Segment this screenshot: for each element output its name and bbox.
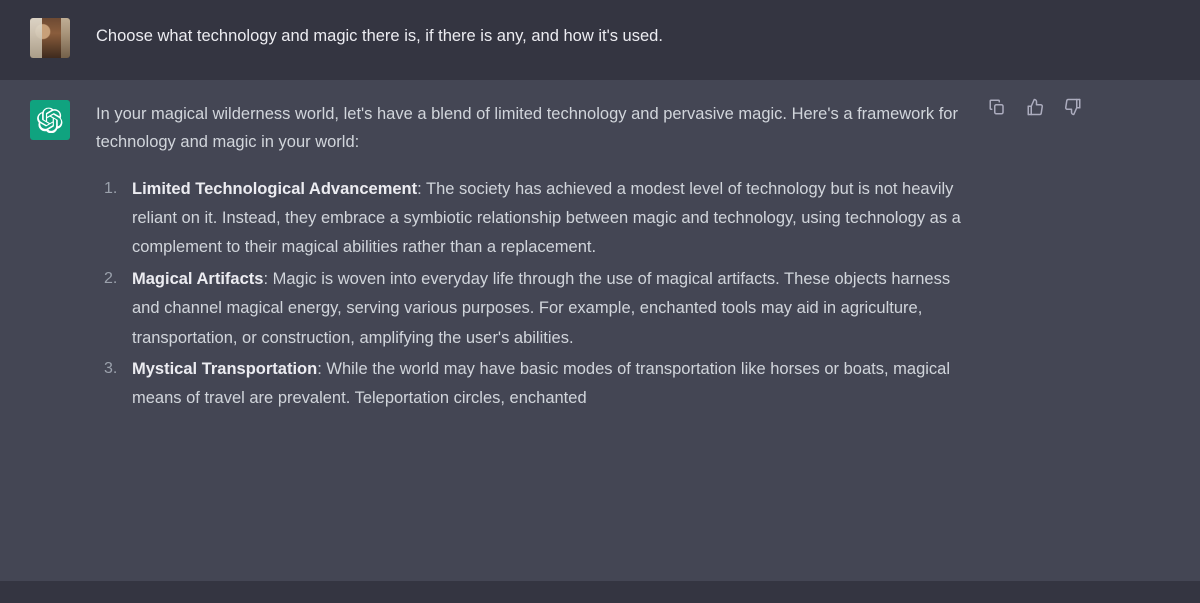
- list-item-body: : Magic is woven into everyday life through the use of magical artifacts. These objects harness and channel magical energy, serving various purposes. For example, enchanted tools may aid in agriculture, transportation, or construction, amplifying the user's abilities.: [132, 269, 951, 347]
- assistant-message-row: [0, 100, 1200, 416]
- user-message-text: Choose what technology and magic there is, if there is any, and how it's used.: [96, 27, 663, 45]
- user-avatar: [30, 18, 70, 58]
- assistant-ordered-list: [96, 175, 976, 414]
- list-item-body: : While the world may have basic modes of transportation like horses or boats, magical means of travel are prevalent. Teleportation circles, enchanted: [132, 359, 951, 408]
- list-item: [132, 265, 976, 353]
- assistant-message-turn: [0, 80, 1200, 581]
- chatgpt-avatar: [30, 100, 70, 140]
- list-item-body: : The society has achieved a modest level of technology but is not heavily reliant on it. Instead, they embrace a symbiotic relationship between magic and technology, using technology as a complement to their magical abilities rather than a replacement.: [132, 179, 961, 257]
- assistant-paragraph: In your magical wilderness world, let's have a blend of limited technology and pervasive magic. Here's a framework for technology and magic in your world:: [96, 105, 958, 152]
- list-item-title: Limited Technological Advancement: [132, 179, 418, 198]
- list-item-title: Mystical Transportation: [132, 359, 318, 378]
- copy-icon[interactable]: [988, 98, 1006, 116]
- assistant-message-text: [96, 100, 976, 416]
- list-item: [132, 355, 976, 414]
- user-message-row: [0, 18, 1200, 58]
- user-message-turn: [0, 0, 1200, 80]
- message-actions: [988, 98, 1082, 116]
- thumbs-down-icon[interactable]: [1064, 98, 1082, 116]
- thumbs-up-icon[interactable]: [1026, 98, 1044, 116]
- list-item-title: Magical Artifacts: [132, 269, 264, 288]
- list-item: [132, 175, 976, 263]
